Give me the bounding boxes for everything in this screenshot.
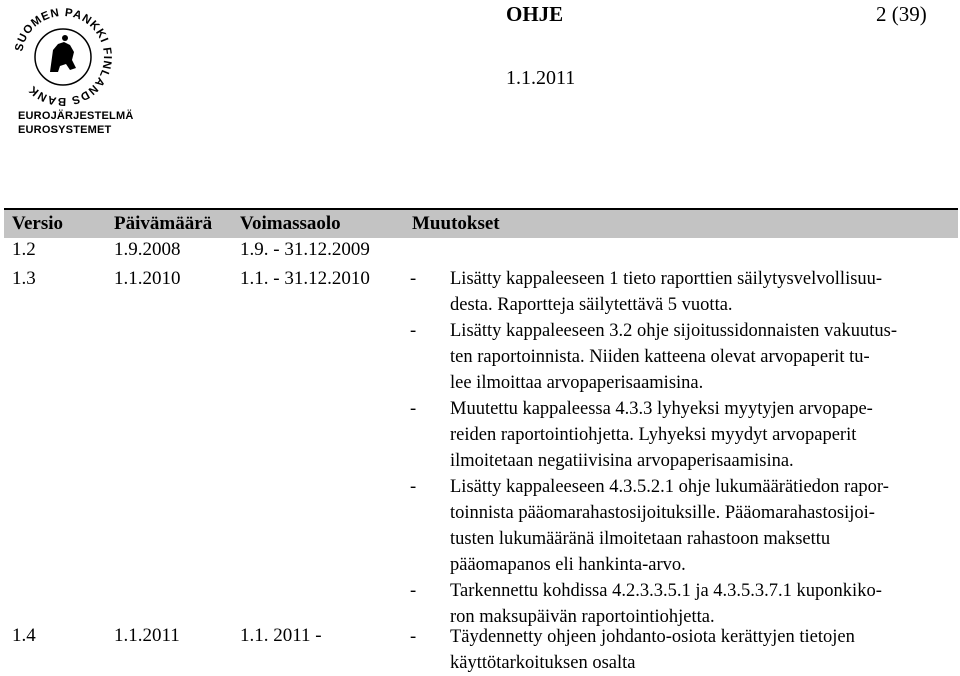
list-item bbox=[410, 474, 955, 578]
bank-logo bbox=[8, 2, 134, 136]
document-type: OHJE bbox=[506, 2, 564, 26]
table-header-row bbox=[4, 208, 958, 238]
logo-eurosystem-sv: EUROSYSTEMET bbox=[18, 124, 112, 136]
list-dash: - bbox=[410, 269, 417, 289]
list-item-line: ron maksupäivän raportointiohjetta. bbox=[450, 607, 715, 627]
column-header-changes: Muutokset bbox=[412, 213, 500, 234]
list-item-line: desta. Raportteja säilytettävä 5 vuotta. bbox=[450, 295, 733, 315]
logo-eurosystem-fi: EUROJÄRJESTELMÄ bbox=[18, 110, 134, 122]
list-dash: - bbox=[410, 627, 417, 647]
seal-ring-text: SUOMEN PANKKI FINLANDS BANK bbox=[13, 6, 114, 108]
column-header-version: Versio bbox=[12, 213, 64, 234]
version-cell: 1.4 bbox=[12, 625, 36, 646]
list-item-line: Lisätty kappaleeseen 1 tieto raporttien säilytysvelvollisuu- bbox=[450, 269, 883, 289]
list-item bbox=[410, 578, 955, 630]
list-dash: - bbox=[410, 399, 417, 419]
version-cell: 1.3 bbox=[12, 268, 36, 289]
list-item-line: Muutettu kappaleessa 4.3.3 lyhyeksi myytyjen arvopape- bbox=[450, 399, 873, 419]
list-item bbox=[410, 318, 955, 396]
list-item-line: ilmoitetaan negatiivisina arvopaperisaamisina. bbox=[450, 451, 794, 471]
list-item bbox=[410, 624, 955, 676]
list-item-line: Tarkennettu kohdissa 4.2.3.3.5.1 ja 4.3.5.3.7.1 kuponkiko- bbox=[450, 581, 882, 601]
validity-cell: 1.9. - 31.12.2009 bbox=[240, 239, 370, 260]
list-item-line: toinnista pääomarahastosijoituksille. Pääomarahastosijoi- bbox=[450, 503, 875, 523]
list-item-line: Täydennetty ohjeen johdanto-osiota kerättyjen tietojen bbox=[450, 627, 855, 647]
date-cell: 1.1.2010 bbox=[114, 268, 181, 289]
validity-cell: 1.1. 2011 - bbox=[240, 625, 322, 646]
table-row bbox=[4, 238, 958, 262]
column-header-validity: Voimassaolo bbox=[240, 213, 341, 234]
table-row bbox=[4, 624, 958, 676]
list-item bbox=[410, 266, 955, 318]
list-item-line: ten raportoinnista. Niiden katteena olevat arvopaperit tu- bbox=[450, 347, 870, 367]
date-cell: 1.1.2011 bbox=[114, 625, 180, 646]
list-item bbox=[410, 396, 955, 474]
changes-list bbox=[410, 266, 955, 630]
list-item-line: reiden raportointiohjetta. Lyhyeksi myydyt arvopaperit bbox=[450, 425, 857, 445]
list-dash: - bbox=[410, 321, 417, 341]
version-history-table bbox=[4, 208, 958, 676]
list-item-line: Lisätty kappaleeseen 4.3.5.2.1 ohje lukumäärätiedon rapor- bbox=[450, 477, 889, 497]
date-cell: 1.9.2008 bbox=[114, 239, 181, 260]
validity-cell: 1.1. - 31.12.2010 bbox=[240, 268, 370, 289]
document-date: 1.1.2011 bbox=[506, 67, 576, 89]
table-row bbox=[4, 262, 958, 627]
changes-list bbox=[410, 624, 955, 676]
page-number: 2 (39) bbox=[876, 2, 927, 26]
version-cell: 1.2 bbox=[12, 239, 36, 260]
bank-seal-icon bbox=[8, 2, 118, 112]
list-item-line: pääomapanos eli hankinta-arvo. bbox=[450, 555, 686, 575]
list-dash: - bbox=[410, 581, 417, 601]
list-item-line: käyttötarkoituksen osalta bbox=[450, 653, 636, 673]
list-dash: - bbox=[410, 477, 417, 497]
column-header-date: Päivämäärä bbox=[114, 213, 213, 234]
list-item-line: tusten lukumääränä ilmoitetaan rahastoon maksettu bbox=[450, 529, 831, 549]
list-item-line: Lisätty kappaleeseen 3.2 ohje sijoitussidonnaisten vakuutus- bbox=[450, 321, 897, 341]
list-item-line: lee ilmoittaa arvopaperisaamisina. bbox=[450, 373, 704, 393]
